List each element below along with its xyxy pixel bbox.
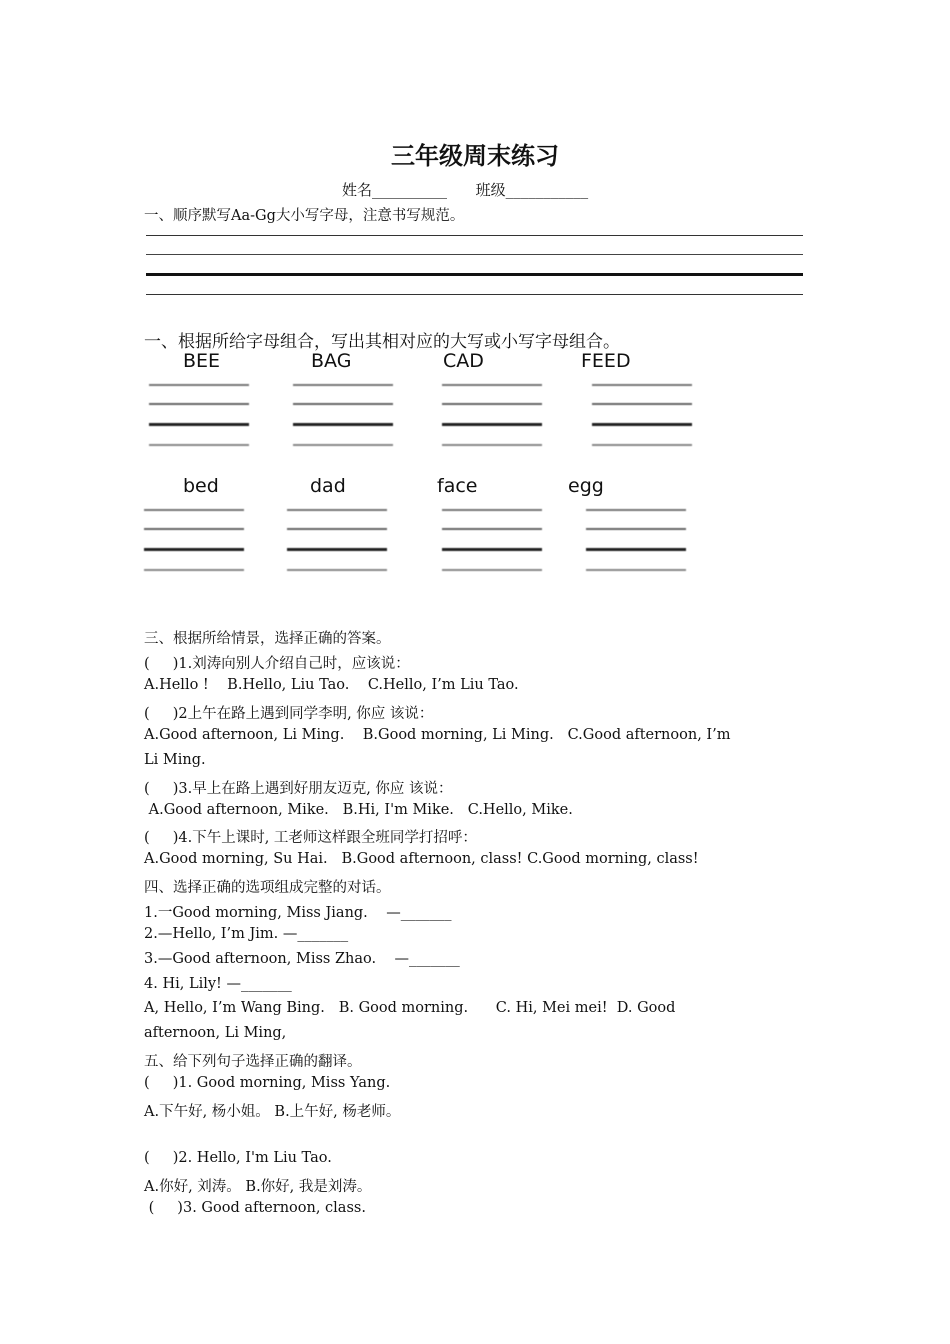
section5-heading: 五、给下列句子选择正确的翻译。	[144, 1054, 362, 1070]
word-face: face	[437, 475, 478, 497]
answer-options: afternoon, Li Ming,	[144, 1025, 287, 1041]
answer-options: A.下午好, 杨小姐。 B.上午好, 杨老师。	[144, 1104, 401, 1120]
page-title: 三年级周末练习	[391, 142, 559, 170]
question-line: ( )1. Good morning, Miss Yang.	[144, 1075, 391, 1091]
word-dad: dad	[310, 475, 346, 497]
question-line: ( )3.早上在路上遇到好朋友迈克, 你应 该说：	[144, 781, 453, 797]
writing-grid	[293, 380, 393, 450]
answer-options: A, Hello, I’m Wang Bing. B. Good morning. C. Hi, Mei mei! D. Good	[144, 1000, 676, 1016]
answer-options: A.Good afternoon, Mike. B.Hi, I'm Mike. C.Hello, Mike.	[144, 802, 573, 818]
question-line: ( )4.下午上课时, 工老师这样跟全班同学打招呼：	[144, 830, 477, 846]
dialogue-line: 3.—Good afternoon, Miss Zhao. —_______	[144, 951, 460, 967]
dialogue-line: 4. Hi, Lily! —_______	[144, 976, 292, 992]
question-line: ( )2. Hello, I'm Liu Tao.	[144, 1150, 332, 1166]
word-bee: BEE	[183, 350, 221, 372]
word-bag: BAG	[311, 350, 352, 372]
writing-grid	[442, 505, 542, 575]
writing-grid	[144, 505, 244, 575]
section3-heading: 三、根据所给情景，选择正确的答案。	[144, 631, 391, 647]
word-feed: FEED	[581, 350, 631, 372]
section2-heading: 一、根据所给字母组合，写出其相对应的大写或小写字母组合。	[144, 332, 620, 352]
answer-options: A.Hello ! B.Hello, Liu Tao. C.Hello, I’m Liu Tao.	[144, 677, 519, 693]
name-class-line: 姓名__________ 班级___________	[342, 181, 589, 199]
section1-heading: 一、顺序默写Aa-Gg大小写字母，注意书写规范。	[144, 208, 465, 224]
question-line: ( )3. Good afternoon, class.	[144, 1200, 366, 1216]
section4-heading: 四、选择正确的选项组成完整的对话。	[144, 880, 391, 896]
writing-grid	[287, 505, 387, 575]
word-cad: CAD	[443, 350, 484, 372]
writing-grid	[586, 505, 686, 575]
word-egg: egg	[568, 475, 604, 497]
writing-grid	[442, 380, 542, 450]
writing-grid	[149, 380, 249, 450]
answer-options: Li Ming.	[144, 752, 206, 768]
answer-options: A.你好, 刘涛。 B.你好, 我是刘涛。	[144, 1179, 372, 1195]
question-line: ( )1.刘涛向别人介绍自己时，应该说：	[144, 656, 410, 672]
question-line: ( )2上午在路上遇到同学李明, 你应 该说：	[144, 706, 434, 722]
word-bed: bed	[183, 475, 219, 497]
writing-grid	[592, 380, 692, 450]
answer-options: A.Good afternoon, Li Ming. B.Good morning, Li Ming. C.Good afternoon, I’m	[144, 727, 731, 743]
dialogue-line: 2.—Hello, I’m Jim. —_______	[144, 926, 349, 942]
dialogue-line: 1.一Good morning, Miss Jiang. —_______	[144, 905, 452, 921]
answer-options: A.Good morning, Su Hai. B.Good afternoon, class! C.Good morning, class!	[144, 851, 699, 867]
